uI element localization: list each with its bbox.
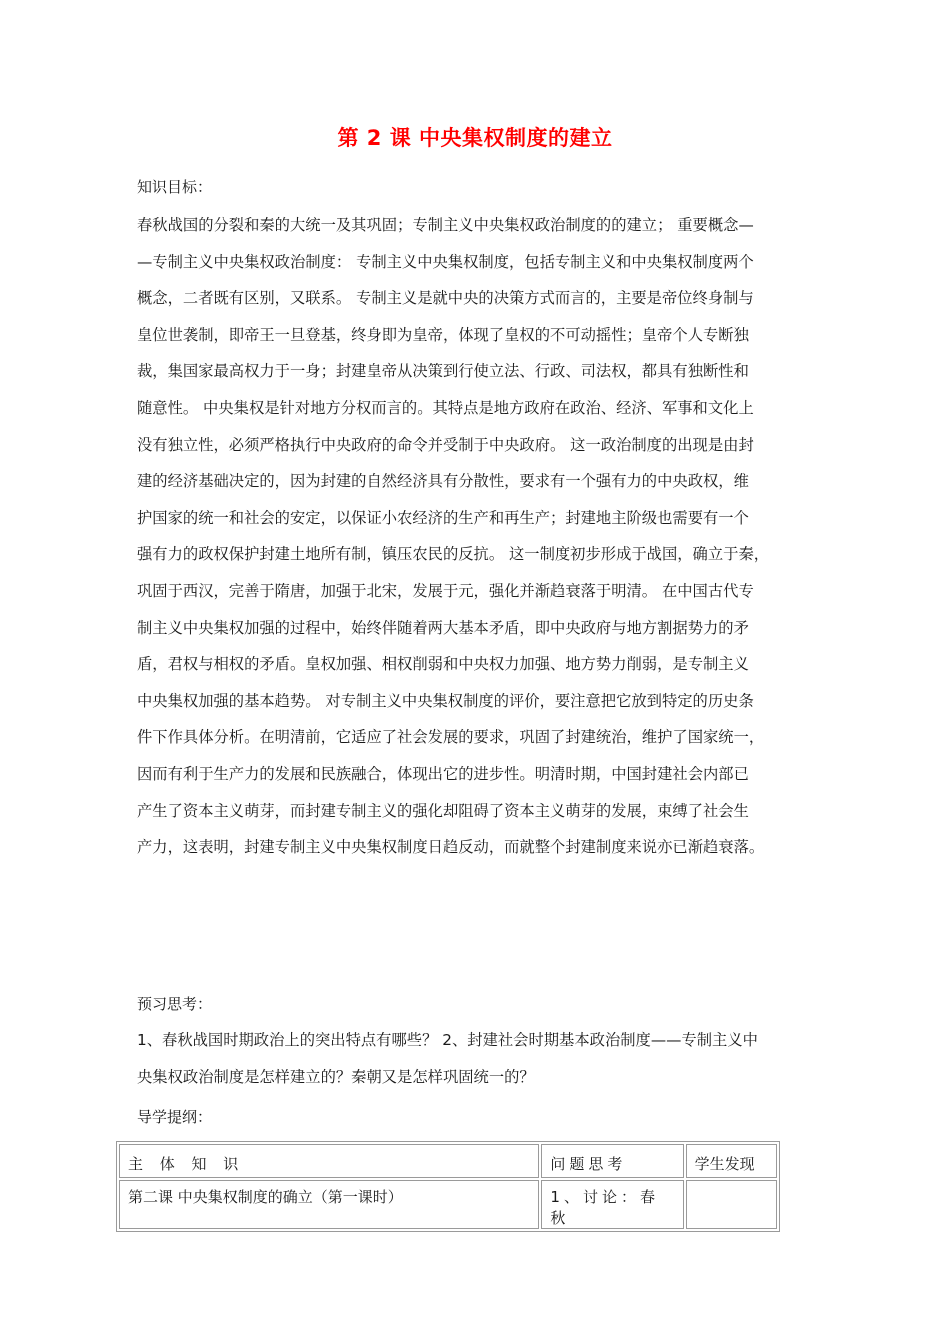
outline-table: [116, 1141, 780, 1232]
table-cell: [686, 1180, 777, 1229]
paragraph-line: 中央集权加强的基本趋势。 对专制主义中央集权制度的评价，要注意把它放到特定的历史条: [137, 691, 754, 710]
paragraph-line: 产力，这表明，封建专制主义中央集权制度日趋反动，而就整个封建制度来说亦已渐趋衰落。: [137, 838, 765, 857]
table-header-cell: 学生发现: [686, 1144, 777, 1178]
paragraph-line: 央集权政治制度是怎样建立的？秦朝又是怎样巩固统一的？: [137, 1067, 535, 1086]
table-row: [119, 1180, 777, 1229]
paragraph-line: 概念，二者既有区别，又联系。 专制主义是就中央的决策方式而言的，主要是帝位终身制与: [137, 289, 754, 308]
knowledge-goal-label: 知识目标：: [137, 178, 213, 196]
paragraph-line: 春秋战国的分裂和秦的大统一及其巩固；专制主义中央集权政治制度的的建立； 重要概念—: [137, 216, 754, 234]
paragraph-line: 没有独立性，必须严格执行中央政府的命令并受制于中央政府。 这一政治制度的出现是由封: [137, 435, 754, 454]
page-title: 第 2 课 中央集权制度的建立: [337, 126, 613, 150]
paragraph-line: 皇位世袭制，即帝王一旦登基，终身即为皇帝，体现了皇权的不可动摇性；皇帝个人专断独: [137, 325, 749, 344]
preview-paragraph: [137, 1022, 825, 1095]
knowledge-goal-paragraph: [137, 207, 825, 866]
paragraph-line: 因而有利于生产力的发展和民族融合，体现出它的进步性。明清时期，中国封建社会内部已: [137, 764, 749, 783]
paragraph-line: 产生了资本主义萌芽，而封建专制主义的强化却阻碍了资本主义萌芽的发展，束缚了社会生: [137, 801, 749, 820]
table-header-cell: 主 体 知 识: [119, 1144, 539, 1178]
paragraph-line: 裁，集国家最高权力于一身；封建皇帝从决策到行使立法、行政、司法权，都具有独断性和: [137, 362, 749, 381]
paragraph-line: 件下作具体分析。在明清前，它适应了社会发展的要求，巩固了封建统治，维护了国家统一，: [137, 728, 765, 747]
table-header-row: [119, 1144, 777, 1178]
paragraph-line: 护国家的统一和社会的安定，以保证小农经济的生产和再生产；封建地主阶级也需要有一个: [137, 508, 749, 527]
paragraph-line: 制主义中央集权加强的过程中，始终伴随着两大基本矛盾，即中央政府与地方割据势力的矛: [137, 618, 749, 637]
paragraph-line: 盾，君权与相权的矛盾。皇权加强、相权削弱和中央权力加强、地方势力削弱，是专制主义: [137, 655, 749, 674]
paragraph-line: 随意性。 中央集权是针对地方分权而言的。其特点是地方政府在政治、经济、军事和文化上: [137, 398, 754, 417]
preview-label: 预习思考：: [137, 995, 213, 1013]
table-cell: 第二课 中央集权制度的确立（第一课时）: [119, 1180, 539, 1229]
outline-label: 导学提纲：: [137, 1108, 213, 1126]
table-header-cell: 问题思考: [541, 1144, 683, 1178]
paragraph-line: —专制主义中央集权政治制度： 专制主义中央集权制度，包括专制主义和中央集权制度两个: [137, 252, 754, 271]
paragraph-line: 1、春秋战国时期政治上的突出特点有哪些？ 2、封建社会时期基本政治制度——专制主义中: [137, 1031, 758, 1049]
paragraph-line: 巩固于西汉，完善于隋唐，加强于北宋，发展于元，强化并渐趋衰落于明清。 在中国古代专: [137, 581, 754, 600]
paragraph-line: 建的经济基础决定的，因为封建的自然经济具有分散性，要求有一个强有力的中央政权，维: [137, 472, 749, 491]
paragraph-line: 强有力的政权保护封建土地所有制，镇压农民的反抗。 这一制度初步形成于战国，确立于秦，: [137, 545, 770, 564]
table-cell: 1、讨论：春秋: [541, 1180, 683, 1229]
